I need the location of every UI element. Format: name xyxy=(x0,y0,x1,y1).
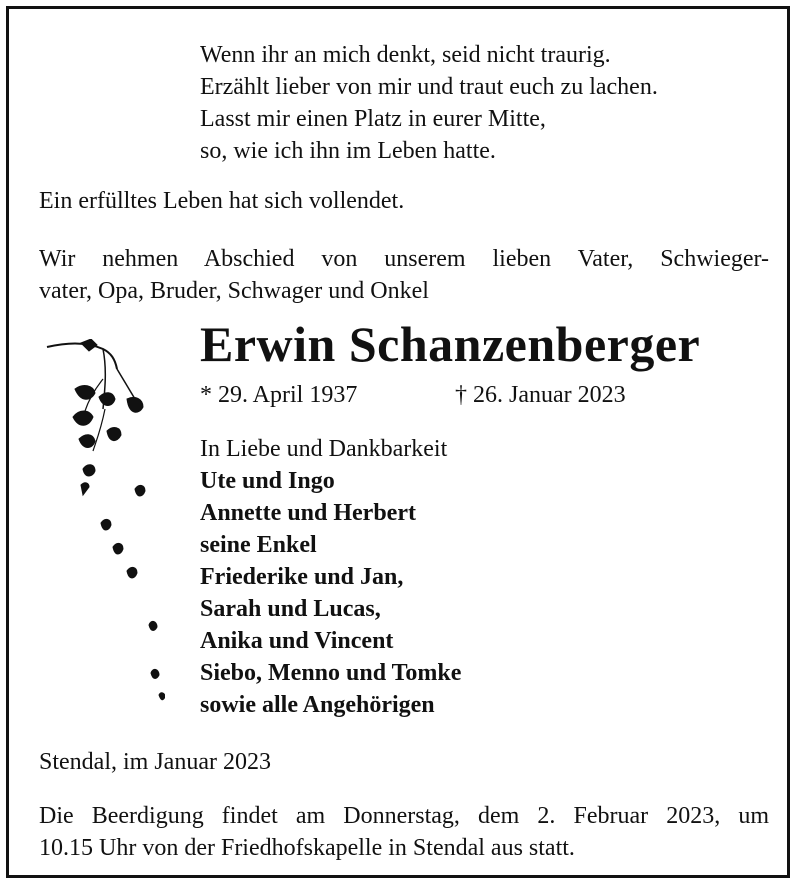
farewell-line: Wir nehmen Abschied von unserem lieben Vater, Schwieger- xyxy=(39,246,769,272)
memorial-poem xyxy=(200,39,658,167)
farewell-text xyxy=(39,243,769,307)
obituary-notice xyxy=(6,6,790,878)
funeral-line: 10.15 Uhr von der Friedhofskapelle in Stendal aus statt. xyxy=(39,835,575,861)
mourner-name: Annette und Herbert xyxy=(200,500,416,526)
funeral-line: Die Beerdigung findet am Donnerstag, dem 2. Februar 2023, um xyxy=(39,803,769,829)
opening-sentence: Ein erfülltes Leben hat sich vollendet. xyxy=(39,188,405,214)
mourners-intro: In Liebe und Dankbarkeit xyxy=(200,436,448,462)
mourner-name: seine Enkel xyxy=(200,532,317,558)
mourner-name: Friederike und Jan, xyxy=(200,564,404,590)
mourner-name: Sarah und Lucas, xyxy=(200,596,381,622)
mourner-name: Siebo, Menno und Tomke xyxy=(200,660,462,686)
poem-line: Wenn ihr an mich denkt, seid nicht traurig. xyxy=(200,42,611,68)
farewell-line: vater, Opa, Bruder, Schwager und Onkel xyxy=(39,278,429,304)
mourner-name: Anika und Vincent xyxy=(200,628,394,654)
birth-date: * 29. April 1937 xyxy=(200,382,358,408)
mourner-name: Ute und Ingo xyxy=(200,468,335,494)
mourners-list xyxy=(200,433,461,721)
poem-line: Erzählt lieber von mir und traut euch zu lachen. xyxy=(200,74,658,100)
mourner-name: sowie alle Angehörigen xyxy=(200,692,435,718)
poem-line: Lasst mir einen Platz in eurer Mitte, xyxy=(200,106,546,132)
deceased-name: Erwin Schanzenberger xyxy=(200,316,701,372)
poem-line: so, wie ich ihn im Leben hatte. xyxy=(200,138,496,164)
death-date: † 26. Januar 2023 xyxy=(455,382,626,408)
birch-branch-icon xyxy=(45,339,165,719)
place-and-date: Stendal, im Januar 2023 xyxy=(39,749,271,775)
funeral-info xyxy=(39,800,769,864)
